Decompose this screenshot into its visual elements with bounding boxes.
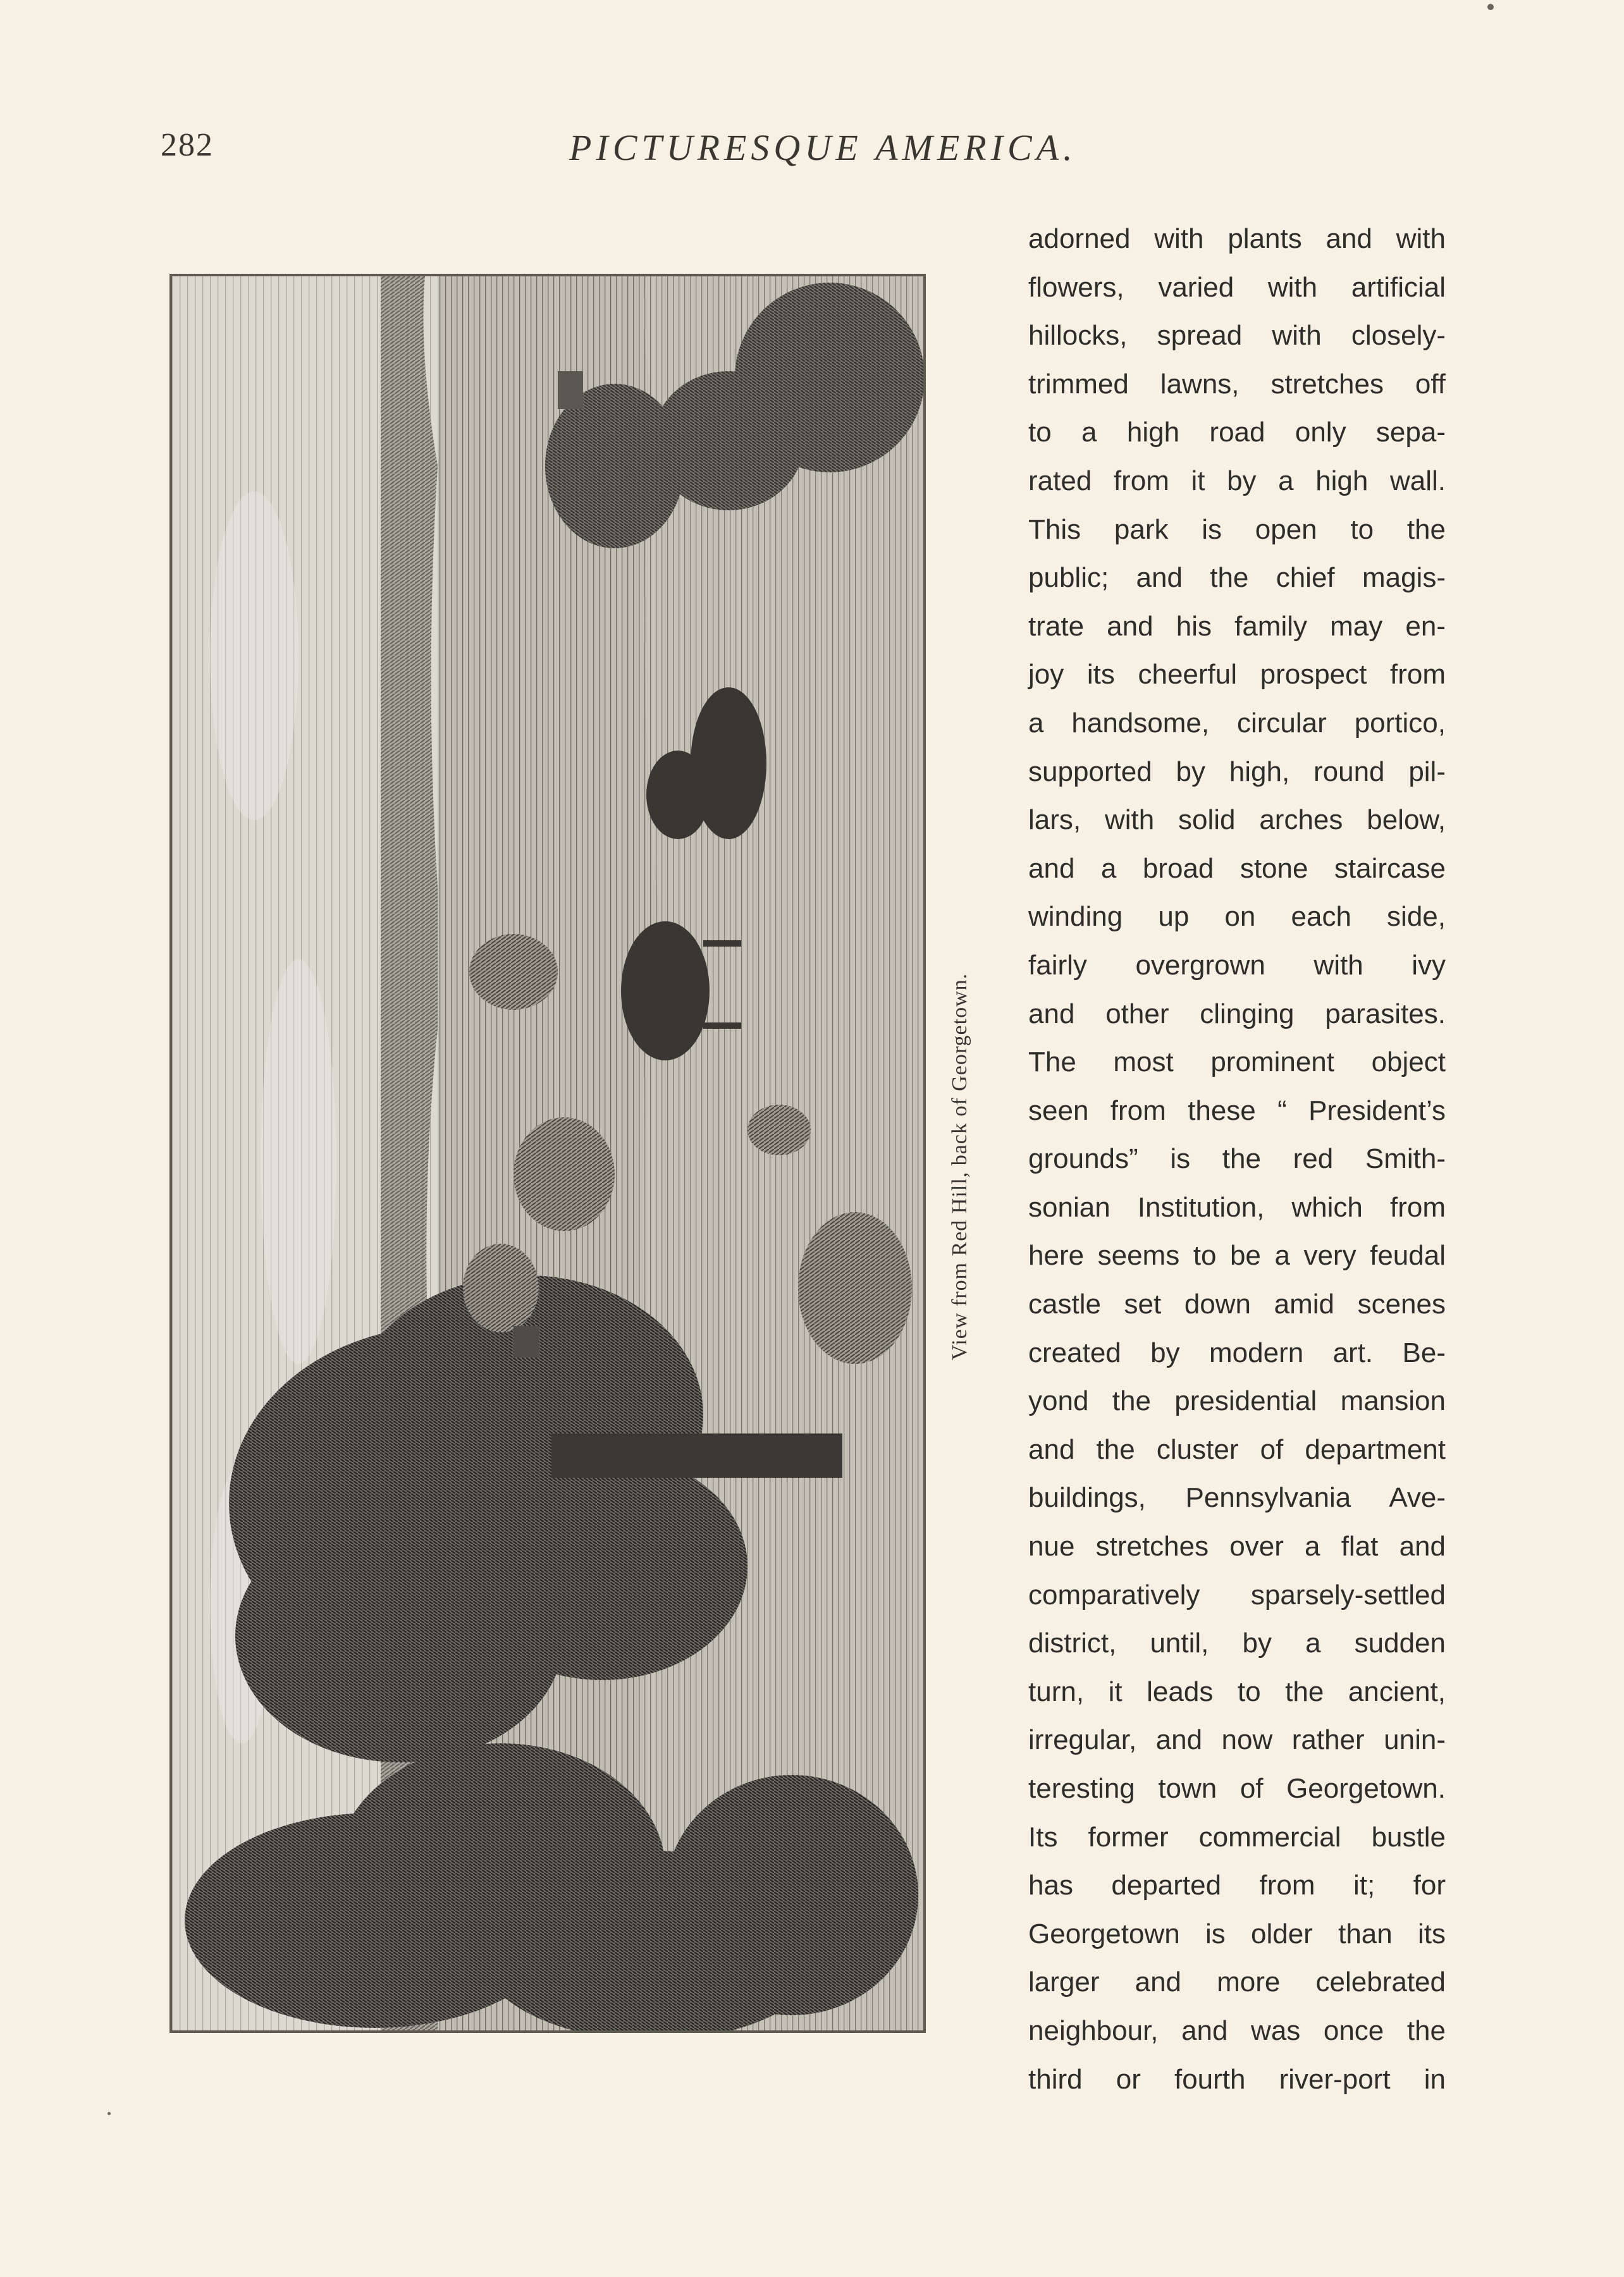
body-line: lars, with solid arches below, <box>1028 804 1446 836</box>
body-line: castle set down amid scenes <box>1028 1289 1446 1320</box>
body-line: and the cluster of department <box>1028 1433 1446 1465</box>
paper-speck <box>1487 4 1494 10</box>
body-line: and other clinging parasites. <box>1028 998 1446 1029</box>
body-line: teresting town of Georgetown. <box>1028 1773 1446 1804</box>
body-line: to a high road only sepa- <box>1028 417 1446 448</box>
body-line: district, until, by a sudden <box>1028 1628 1446 1659</box>
body-line: flowers, varied with artificial <box>1028 271 1446 303</box>
caption-text: View from Red Hill, back of Georgetown. <box>948 973 971 1361</box>
body-line: comparatively sparsely-settled <box>1028 1579 1446 1611</box>
engraving-illustration <box>169 274 926 2033</box>
body-line: rated from it by a high wall. <box>1028 465 1446 496</box>
body-line: created by modern art. Be- <box>1028 1337 1446 1368</box>
body-line: public; and the chief magis- <box>1028 562 1446 594</box>
body-line: grounds” is the red Smith- <box>1028 1143 1446 1175</box>
body-line: winding up on each side, <box>1028 901 1446 933</box>
body-line: trate and his family may en- <box>1028 610 1446 642</box>
body-line: Its former commercial bustle <box>1028 1821 1446 1853</box>
body-line: joy its cheerful prospect from <box>1028 659 1446 690</box>
body-line: has departed from it; for <box>1028 1870 1446 1901</box>
body-line: a handsome, circular portico, <box>1028 707 1446 739</box>
body-line: seen from these “ President’s <box>1028 1095 1446 1126</box>
distant-building <box>558 371 583 409</box>
body-line: adorned with plants and with <box>1028 223 1446 254</box>
running-head: PICTURESQUE AMERICA. <box>569 127 1077 168</box>
body-line: yond the presidential mansion <box>1028 1385 1446 1417</box>
body-line: and a broad stone staircase <box>1028 852 1446 884</box>
illustration-caption <box>945 961 975 1372</box>
body-line: turn, it leads to the ancient, <box>1028 1676 1446 1707</box>
paper-speck <box>108 2112 111 2115</box>
body-line: irregular, and now rather unin- <box>1028 1724 1446 1756</box>
body-line: sonian Institution, which from <box>1028 1191 1446 1223</box>
body-line: third or fourth river-port in <box>1028 2063 1446 2095</box>
body-line: This park is open to the <box>1028 513 1446 545</box>
body-line: supported by high, round pil- <box>1028 756 1446 787</box>
body-line: here seems to be a very feudal <box>1028 1240 1446 1272</box>
page-number: 282 <box>161 127 214 163</box>
body-line: The most prominent object <box>1028 1046 1446 1078</box>
body-line: hillocks, spread with closely- <box>1028 320 1446 352</box>
body-text-column <box>1028 215 1446 2104</box>
body-line: fairly overgrown with ivy <box>1028 949 1446 981</box>
body-line: neighbour, and was once the <box>1028 2015 1446 2046</box>
body-line: larger and more celebrated <box>1028 1967 1446 1998</box>
body-line: nue stretches over a flat and <box>1028 1531 1446 1562</box>
body-line: buildings, Pennsylvania Ave- <box>1028 1482 1446 1514</box>
body-line: Georgetown is older than its <box>1028 1918 1446 1949</box>
body-line: trimmed lawns, stretches off <box>1028 368 1446 400</box>
